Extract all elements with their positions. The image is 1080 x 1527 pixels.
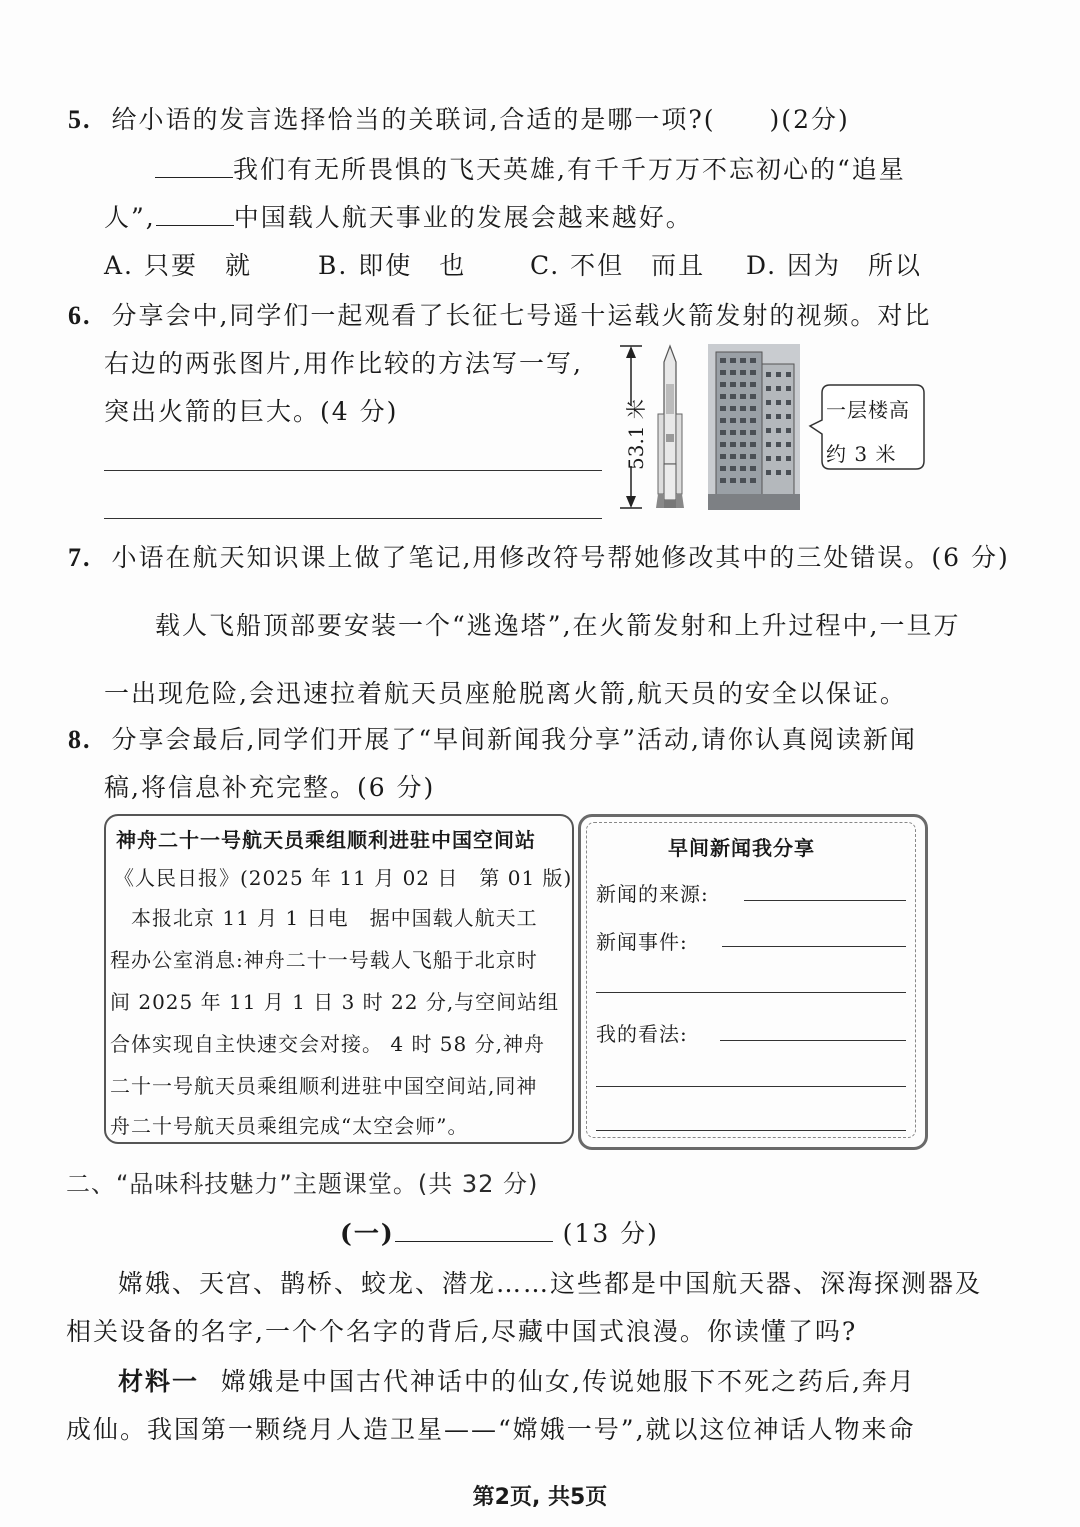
- q7-stem: [68, 538, 1010, 574]
- q8-stem: [68, 720, 917, 756]
- share-event-label: 新闻事件:: [596, 930, 688, 954]
- q8-number: 8.: [68, 725, 92, 754]
- section2-sub-score: (13 分): [562, 1219, 659, 1248]
- news-headline: 神舟二十一号航天员乘组顺利进驻中国空间站: [116, 828, 536, 852]
- material-label: 材料一: [118, 1367, 200, 1396]
- q6-line3: 突出火箭的巨大。(4 分): [104, 397, 399, 426]
- news-body-line6: 舟二十号航天员乘组完成“太空会师”。: [110, 1114, 469, 1138]
- share-title: 早间新闻我分享: [668, 836, 815, 860]
- section2-material-line1: [118, 1362, 916, 1398]
- news-body-line4: 合体实现自主快速交会对接。 4 时 58 分,神舟: [110, 1032, 545, 1056]
- share-source-line[interactable]: [744, 900, 906, 901]
- share-event-line-2[interactable]: [596, 992, 906, 993]
- q5-option-c[interactable]: C. 不但 而且: [530, 251, 706, 280]
- q6-number: 6.: [68, 301, 92, 330]
- page-footer: 第2页, 共5页: [472, 1485, 608, 1510]
- share-opinion-line-1[interactable]: [720, 1040, 906, 1041]
- news-body-line5: 二十一号航天员乘组顺利进驻中国空间站,同神: [110, 1074, 538, 1098]
- news-body-line2: 程办公室消息:神舟二十一号载人飞船于北京时: [110, 948, 538, 972]
- share-source-label: 新闻的来源:: [596, 882, 709, 906]
- q5-passage-text2a: 人”,: [104, 203, 156, 232]
- q5-passage-text2b: 中国载人航天事业的发展会越来越好。: [233, 203, 693, 232]
- q5-passage-line1: [155, 150, 906, 186]
- q5-stem-text: 给小语的发言选择恰当的关联词,合适的是哪一项?( )(2分): [111, 105, 850, 134]
- material-text1: 嫦娥是中国古代神话中的仙女,传说她服下不死之药后,奔月: [221, 1367, 916, 1396]
- section2-intro-line2: 相关设备的名字,一个个名字的背后,尽藏中国式浪漫。你读懂了吗?: [66, 1317, 858, 1346]
- height-label: 53.1 米: [624, 399, 648, 470]
- section2-intro-line1: 嫦娥、天宫、鹊桥、蛟龙、潜龙……这些都是中国航天器、深海探测器及: [118, 1269, 983, 1298]
- share-opinion-label: 我的看法:: [596, 1022, 688, 1046]
- rocket-image: [650, 344, 690, 510]
- q5-stem: [68, 100, 850, 136]
- section2-sub-prefix: (一): [340, 1219, 395, 1248]
- q5-passage-text1: 我们有无所畏惧的飞天英雄,有千千万万不忘初心的“追星: [233, 155, 906, 184]
- q5-option-a[interactable]: A. 只要 就: [104, 251, 252, 280]
- q5-option-d[interactable]: D. 因为 所以: [746, 251, 923, 280]
- q5-passage-line2: [104, 198, 693, 234]
- q6-stem: [68, 296, 931, 332]
- q7-number: 7.: [68, 543, 92, 572]
- q6-answer-line-1[interactable]: [104, 470, 602, 471]
- q7-stem-text: 小语在航天知识课上做了笔记,用修改符号帮她修改其中的三处错误。(6 分): [111, 543, 1010, 572]
- q8-stem-text: 分享会最后,同学们开展了“早间新闻我分享”活动,请你认真阅读新闻: [111, 725, 917, 754]
- q5-blank-1[interactable]: [155, 176, 233, 178]
- news-source: 《人民日报》(2025 年 11 月 02 日 第 01 版): [114, 866, 573, 890]
- callout-line2: 约 3 米: [826, 442, 897, 466]
- news-body-line1: 本报北京 11 月 1 日电 据中国载人航天工: [110, 906, 538, 930]
- news-body-line3: 间 2025 年 11 月 1 日 3 时 22 分,与空间站组: [110, 990, 560, 1014]
- q7-passage-line2: 一出现危险,会迅速拉着航天员座舱脱离火箭,航天员的安全以保证。: [104, 679, 907, 708]
- share-opinion-line-2[interactable]: [596, 1086, 906, 1087]
- q8-stem-line2: 稿,将信息补充完整。(6 分): [104, 773, 436, 802]
- q6-stem-text: 分享会中,同学们一起观看了长征七号遥十运载火箭发射的视频。对比: [111, 301, 932, 330]
- q7-passage-line1: 载人飞船顶部要安装一个“逃逸塔”,在火箭发射和上升过程中,一旦万: [155, 611, 961, 640]
- q6-line2: 右边的两张图片,用作比较的方法写一写,: [104, 349, 583, 378]
- share-box-inner: [586, 822, 916, 1138]
- section2-title-blank[interactable]: [395, 1240, 553, 1242]
- section2-title: 二、“品味科技魅力”主题课堂。(共 32 分): [66, 1170, 539, 1198]
- share-opinion-line-3[interactable]: [596, 1130, 906, 1131]
- share-event-line-1[interactable]: [722, 946, 906, 947]
- q5-blank-2[interactable]: [156, 224, 234, 226]
- q5-option-b[interactable]: B. 即使 也: [318, 251, 467, 280]
- q6-answer-line-2[interactable]: [104, 518, 602, 519]
- callout-line1: 一层楼高: [826, 398, 910, 422]
- section2-subheading: [340, 1214, 659, 1250]
- section2-material-line2: 成仙。我国第一颗绕月人造卫星——“嫦娥一号”,就以这位神话人物来命: [66, 1415, 916, 1444]
- building-image: [708, 344, 800, 510]
- q5-number: 5.: [68, 105, 92, 134]
